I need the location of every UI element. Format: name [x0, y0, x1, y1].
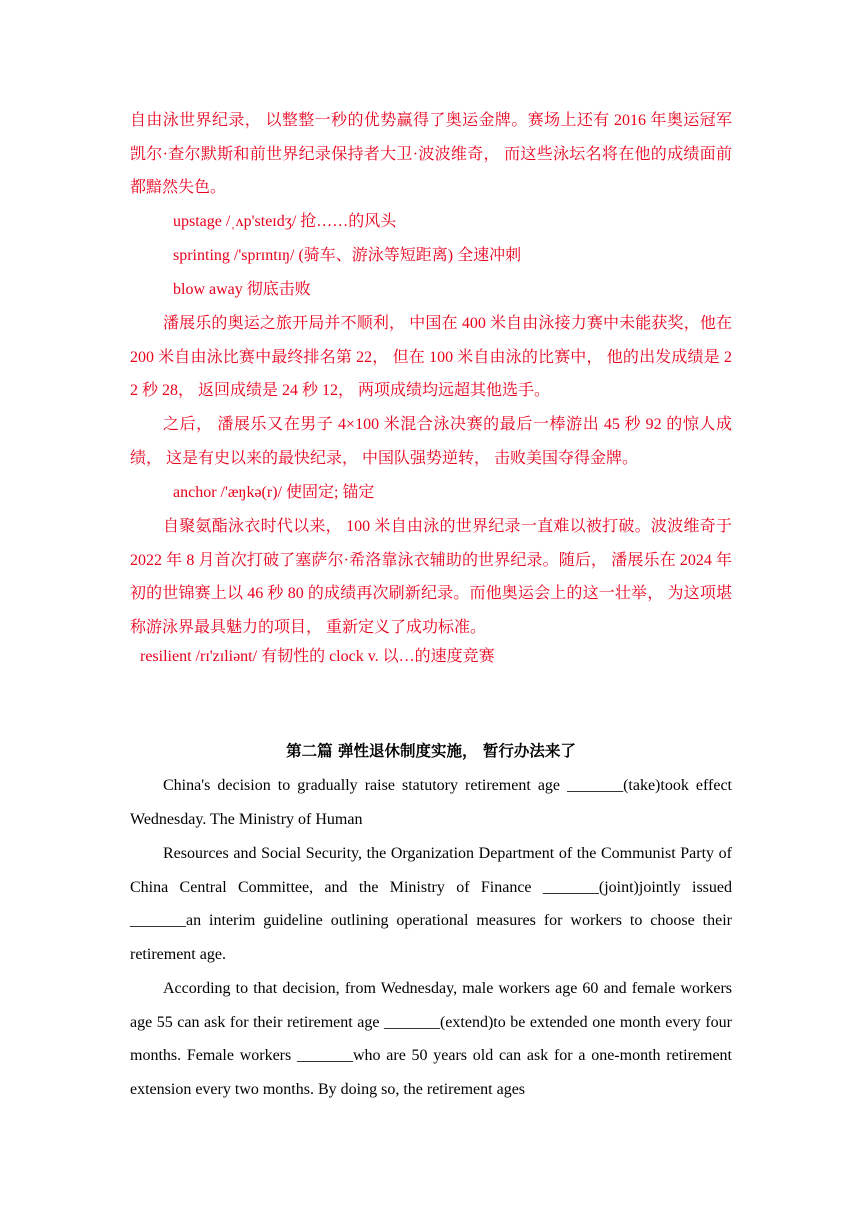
article-title: 第二篇 弹性退休制度实施， 暂行办法来了 — [286, 742, 576, 760]
chinese-paragraph-1: 自由泳世界纪录， 以整整一秒的优势赢得了奥运金牌。赛场上还有 2016 年奥运冠军凯尔·查尔默斯和前世界纪录保持者大卫·波波维奇， 而这些泳坛名将在他的成绩面前都黯然失色。 — [130, 112, 732, 196]
vocab-upstage: upstage /ˌʌp'steɪdʒ/ 抢……的风头 — [173, 213, 397, 230]
english-paragraph-1: China's decision to gradually raise statutory retirement age _______(take)took effect Wednesday. The Ministry of Human — [130, 777, 732, 828]
chinese-paragraph-4: 自聚氨酯泳衣时代以来， 100 米自由泳的世界纪录一直难以被打破。波波维奇于 2022 年 8 月首次打破了塞萨尔·希洛靠泳衣辅助的世界纪录。随后， 潘展乐在 2024 年初的世锦赛上以 46 秒 80 的成绩再次刷新纪录。而他奥运会上的这一壮举， 为这项堪称游泳界最具魅力的项目， 重新定义了成功标准。 — [130, 518, 732, 636]
vocab-resilient-clock: resilient /rɪ'zɪliənt/ 有韧性的 clock v. 以…的速度竞赛 — [140, 648, 495, 665]
vocab-sprinting: sprinting /'sprɪntɪŋ/ (骑车、游泳等短距离) 全速冲刺 — [173, 247, 522, 264]
vocab-blow-away: blow away 彻底击败 — [173, 281, 311, 298]
vocab-anchor: anchor /'æŋkə(r)/ 使固定; 锚定 — [173, 484, 375, 501]
chinese-paragraph-3: 之后， 潘展乐又在男子 4×100 米混合泳决赛的最后一棒游出 45 秒 92 的惊人成绩， 这是有史以来的最快纪录， 中国队强势逆转， 击败美国夺得金牌。 — [130, 416, 732, 467]
english-paragraph-3: According to that decision, from Wednesday, male workers age 60 and female workers age 55 can ask for their retirement age _______(extend)to be extended one month every four months. Female workers _______who are 50 years old can ask for a one-month retirement extension every two months. By doing so, the retirement ages — [130, 980, 732, 1098]
english-paragraph-2: Resources and Social Security, the Organization Department of the Communist Party of China Central Committee, and the Ministry of Finance _______(joint)jointly issued _______an interim guideline outlining operational measures for workers to choose their retirement age. — [130, 845, 732, 963]
chinese-paragraph-2: 潘展乐的奥运之旅开局并不顺利， 中国在 400 米自由泳接力赛中未能获奖，他在 200 米自由泳比赛中最终排名第 22， 但在 100 米自由泳的比赛中， 他的出发成绩是 22 秒 28， 返回成绩是 24 秒 12， 两项成绩均远超其他选手。 — [130, 315, 732, 399]
